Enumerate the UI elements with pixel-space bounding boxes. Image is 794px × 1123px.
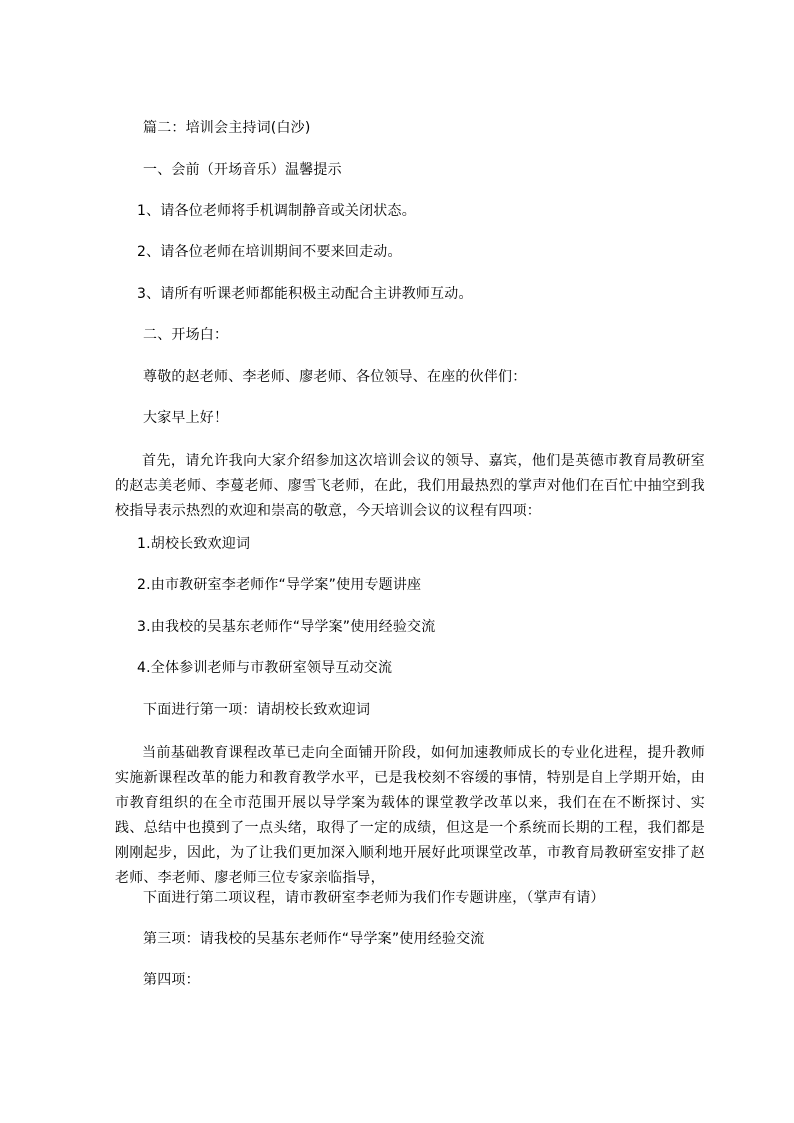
item4-intro: 第四项： [143, 972, 200, 988]
agenda-item: 4.全体参训老师与市教研室领导互动交流 [137, 660, 393, 676]
intro-paragraph: 首先，请允许我向大家介绍参加这次培训会议的领导、嘉宾，他们是英德市教育局教研室的赵志美老师、李蔓老师、廖雪飞老师，在此，我们用最热烈的掌声对他们在百忙中抽空到我校指导表示热烈的欢迎和崇高的敬意，今天培训会议的议程有四项： [115, 453, 705, 519]
item2-intro: 下面进行第二项议程，请市教研室李老师为我们作专题讲座，（掌声有请） [143, 890, 605, 906]
item3-intro: 第三项：请我校的吴基东老师作“导学案”使用经验交流 [143, 931, 485, 947]
agenda-item: 1.胡校长致欢迎词 [137, 536, 251, 552]
reminder-item: 2、请各位老师在培训期间不要来回走动。 [137, 244, 402, 260]
section1-heading: 一、会前（开场音乐）温馨提示 [143, 162, 342, 178]
reminder-item: 1、请各位老师将手机调制静音或关闭状态。 [137, 203, 416, 219]
item1-intro: 下面进行第一项：请胡校长致欢迎词 [143, 702, 371, 718]
welcome-paragraph: 当前基础教育课程改革已走向全面铺开阶段，如何加速教师成长的专业化进程，提升教师实施新课程改革的能力和教育教学水平，已是我校刻不容缓的事情，特别是自上学期开始，由市教育组织的在全市范围开展以导学案为载体的课堂教学改革以来，我们在在不断探讨、实践、总结中也摸到了一点头绪，取得了一定的成绩，但这是一个系统而长期的工程，我们都是刚刚起步，因此，为了让我们更加深入顺利地开展好此项课堂改革，市教育局教研室安排了赵老师、李老师、廖老师三位专家亲临指导， [115, 745, 705, 886]
document-title: 篇二：培训会主持词(白沙) [143, 120, 311, 136]
agenda-item: 3.由我校的吴基东老师作“导学案”使用经验交流 [137, 619, 436, 635]
agenda-item: 2.由市教研室李老师作“导学案”使用专题讲座 [137, 577, 422, 593]
greeting-line: 尊敬的赵老师、李老师、廖老师、各位领导、在座的伙伴们： [143, 369, 527, 385]
reminder-item: 3、请所有听课老师都能积极主动配合主讲教师互动。 [137, 286, 473, 302]
good-morning-line: 大家早上好！ [143, 410, 229, 426]
section2-heading: 二、开场白： [143, 327, 229, 343]
